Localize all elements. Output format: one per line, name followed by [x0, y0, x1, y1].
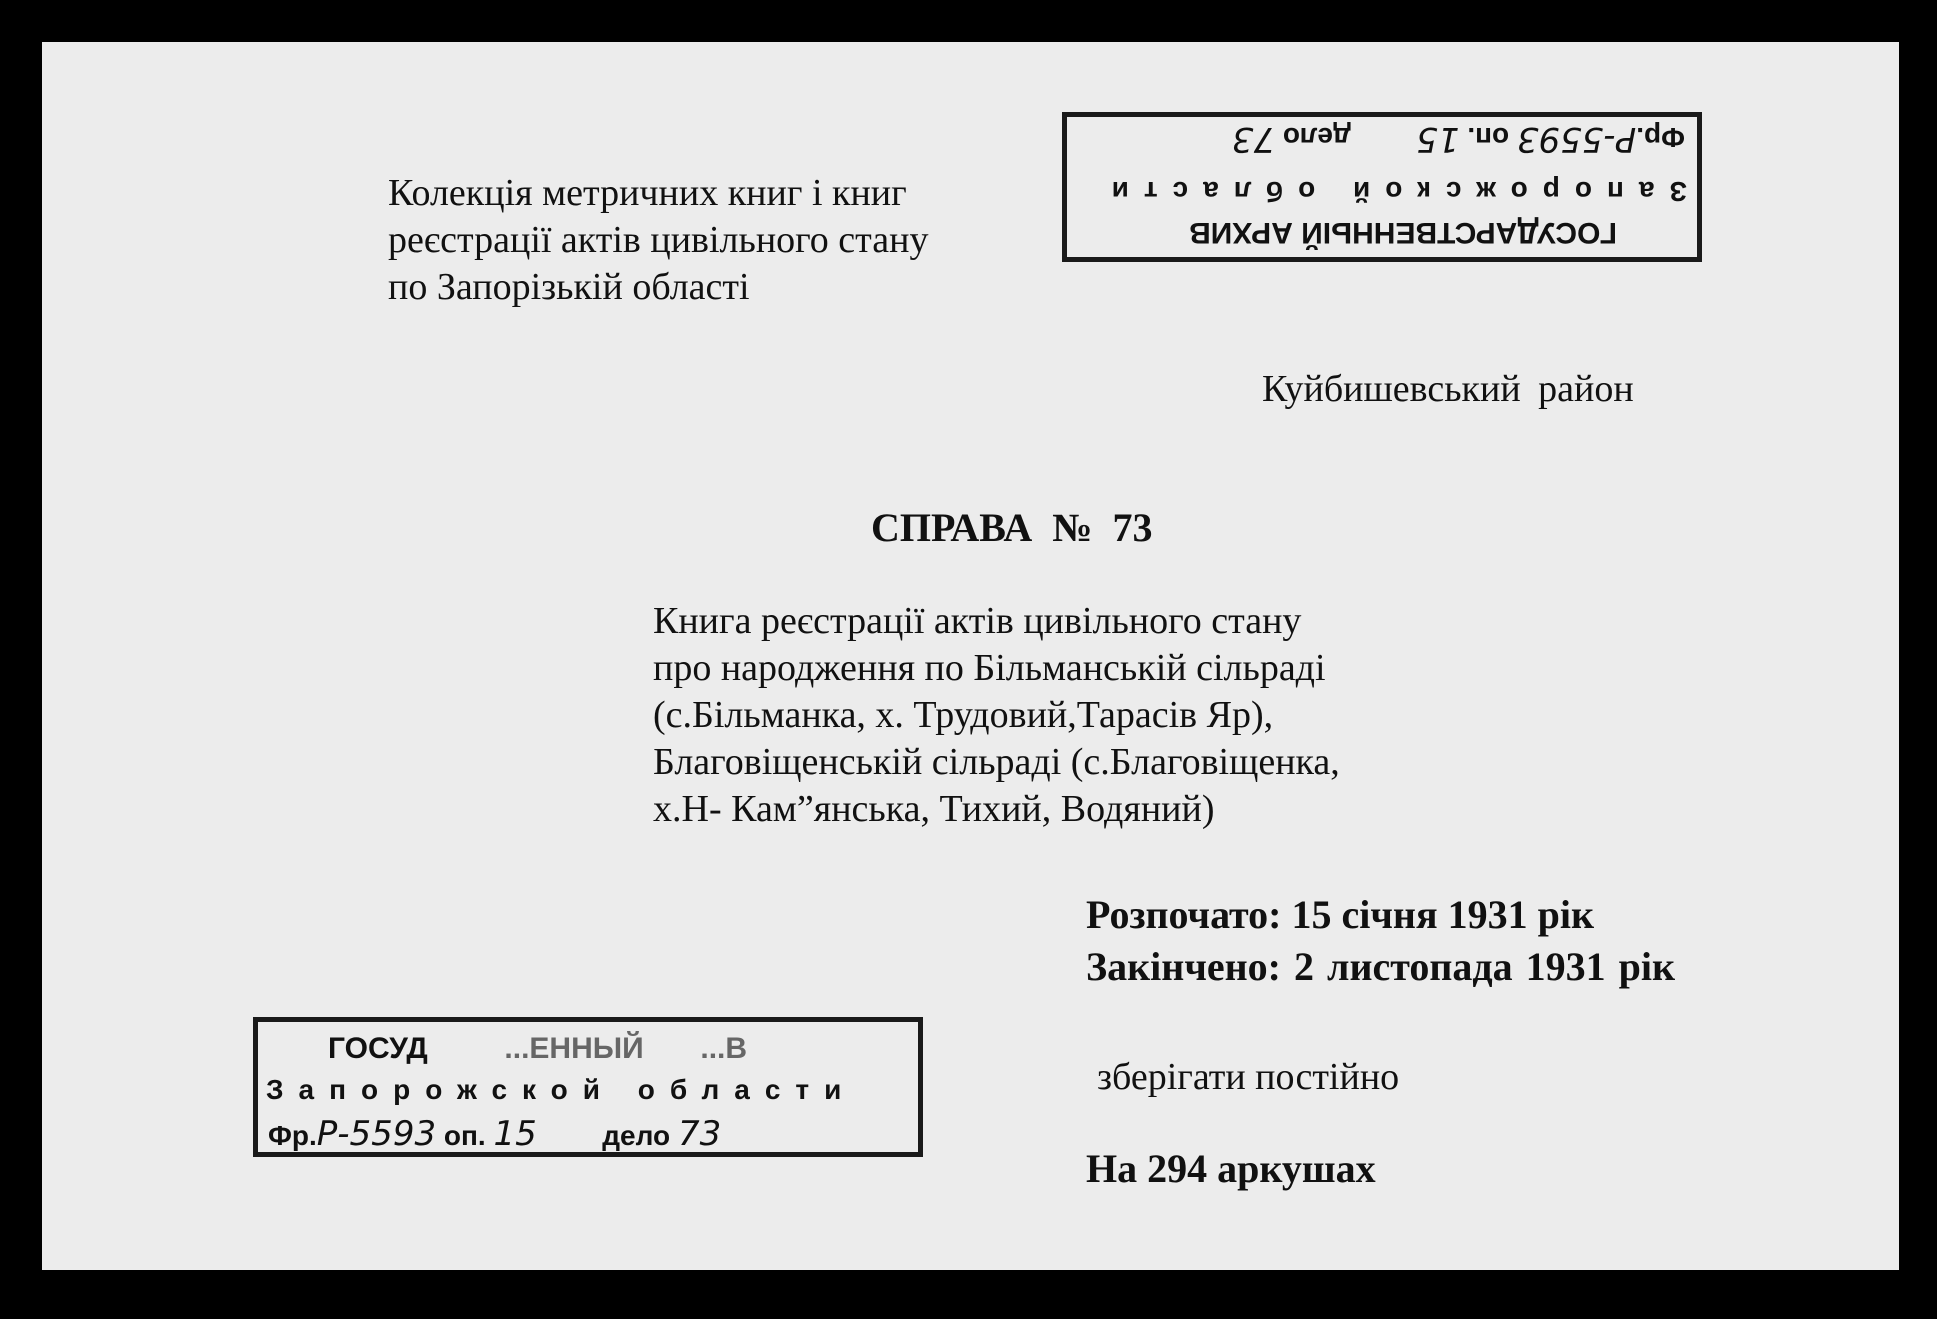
start-date: Розпочато: 15 січня 1931 рік — [1086, 892, 1595, 937]
stamp-bottom-name-part-2: ...ЕННЫЙ — [504, 1032, 644, 1065]
archive-stamp-bottom — [253, 1017, 923, 1157]
stamp-bottom-name-part-3: ...В — [700, 1032, 748, 1065]
book-line-1: Книга реєстрації актів цивільного стану — [653, 600, 1302, 642]
collection-line-1: Колекція метричних книг і книг — [388, 172, 907, 214]
stamp-top-op-label: оп. — [1467, 122, 1510, 153]
stamp-top-archive-name: ГОСУДАРСТВЕННЫЙ АРХИВ — [1189, 216, 1617, 249]
stamp-bottom-fund-value: Р-5593 — [316, 1114, 437, 1154]
district-label: Куйбишевський район — [1262, 368, 1634, 410]
book-line-4: Благовіщенській сільраді (с.Благовіщенка, — [653, 741, 1340, 783]
stamp-bottom-op-label: оп. — [443, 1120, 486, 1151]
stamp-bottom-archive-name — [328, 1032, 747, 1066]
stamp-bottom-op-value: 15 — [493, 1114, 537, 1154]
stamp-top-delo-value: 73 — [1231, 119, 1276, 159]
document-sheet — [42, 42, 1899, 1270]
case-title: СПРАВА № 73 — [871, 505, 1153, 550]
collection-line-2: реєстрації актів цивільного стану — [388, 219, 929, 261]
stamp-bottom-fund-label: Фр. — [268, 1120, 317, 1151]
stamp-bottom-region: Запорожской области — [266, 1074, 857, 1105]
retention-note: зберігати постійно — [1097, 1056, 1400, 1098]
archive-stamp-top — [1062, 112, 1702, 262]
collection-line-3: по Запорізькій області — [388, 266, 750, 308]
sheet-count: На 294 аркушах — [1086, 1146, 1376, 1191]
stamp-top-op-value: 15 — [1416, 119, 1460, 159]
end-date: Закінчено: 2 листопада 1931 рік — [1086, 944, 1676, 989]
collection-heading — [388, 170, 928, 311]
stamp-bottom-delo-value: 73 — [677, 1114, 722, 1154]
book-description — [653, 598, 1340, 833]
stamp-bottom-delo-label: дело — [602, 1120, 671, 1151]
stamp-bottom-name-part-1: ГОСУД — [328, 1032, 428, 1065]
book-line-3: (с.Більманка, х. Трудовий,Тарасів Яр), — [653, 694, 1274, 736]
book-line-2: про народження по Більманській сільраді — [653, 647, 1326, 689]
stamp-top-fund-label: Фр. — [1636, 122, 1685, 153]
book-line-5: х.Н- Кам”янська, Тихий, Водяний) — [653, 788, 1215, 830]
stamp-bottom-reference — [268, 1114, 721, 1154]
stamp-top-region: Запорожской области — [1096, 176, 1687, 207]
stamp-top-fund-value: Р-5593 — [1516, 119, 1637, 159]
stamp-top-reference — [1232, 119, 1685, 159]
stamp-top-delo-label: дело — [1282, 122, 1351, 153]
